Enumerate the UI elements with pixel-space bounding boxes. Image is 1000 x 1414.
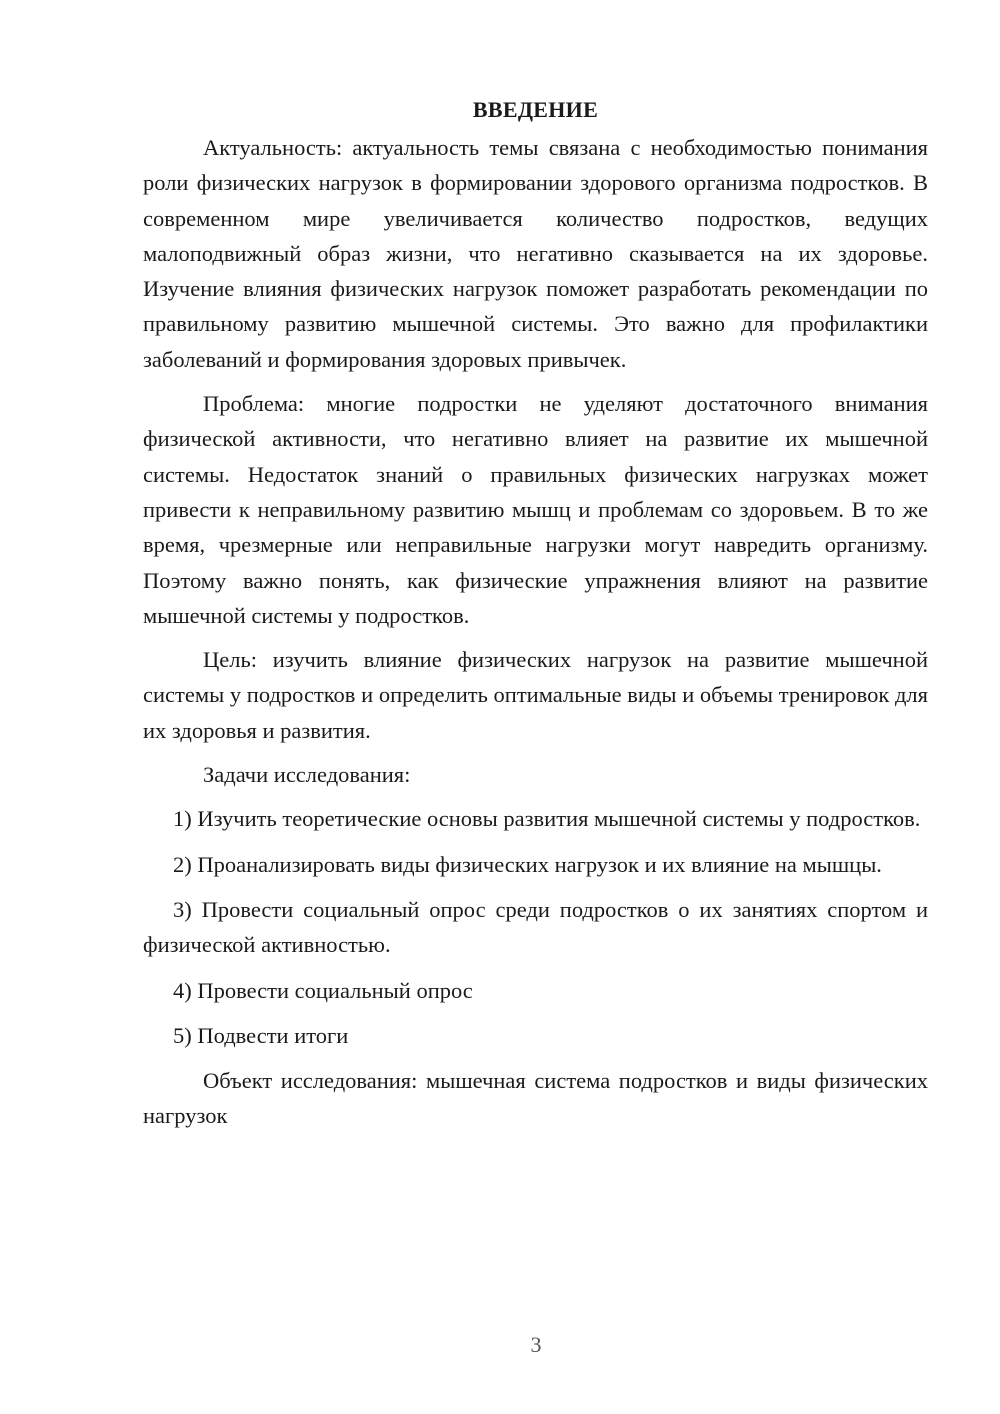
task-item-5: 5) Подвести итоги bbox=[173, 1022, 349, 1048]
page-title: ВВЕДЕНИЕ bbox=[472, 97, 599, 122]
paragraph-object: Объект исследования: мышечная система подростков и виды физических нагрузок bbox=[143, 1068, 928, 1129]
tasks-list bbox=[143, 801, 928, 1053]
paragraph-relevance: Актуальность: актуальность темы связана с необходимостью понимания роли физических нагрузок в формировании здорового организма подростков. В современном мире увеличивается количество подростков, ведущих малоподвижный образ жизни, что негативно сказывается на их здоровье. Изучение влияния физических нагрузок поможет разработать рекомендации по правильному развитию мышечной системы. Это важно для профилактики заболеваний и формирования здоровых привычек. bbox=[143, 135, 928, 372]
tasks-heading: Задачи исследования: bbox=[203, 762, 411, 788]
task-item-1: 1) Изучить теоретические основы развития мышечной системы у подростков. bbox=[173, 806, 921, 832]
page-content bbox=[143, 92, 928, 1143]
task-item-3: 3) Провести социальный опрос среди подростков о их занятиях спортом и физической активностью. bbox=[143, 896, 928, 958]
paragraph-problem: Проблема: многие подростки не уделяют достаточного внимания физической активности, что негативно влияет на развитие их мышечной системы. Недостаток знаний о правильных физических нагрузках может привести к неправильному развитию мышц и проблемам со здоровьем. В то же время, чрезмерные или неправильные нагрузки могут навредить организму. Поэтому важно понять, как физические упражнения влияют на развитие мышечной системы у подростков. bbox=[143, 391, 928, 628]
task-item-4: 4) Провести социальный опрос bbox=[173, 977, 473, 1003]
page-number: 3 bbox=[530, 1332, 542, 1357]
paragraph-goal: Цель: изучить влияние физических нагрузок на развитие мышечной системы у подростков и определить оптимальные виды и объемы тренировок для их здоровья и развития. bbox=[143, 647, 928, 743]
task-item-2: 2) Проанализировать виды физических нагрузок и их влияние на мышцы. bbox=[173, 851, 882, 877]
